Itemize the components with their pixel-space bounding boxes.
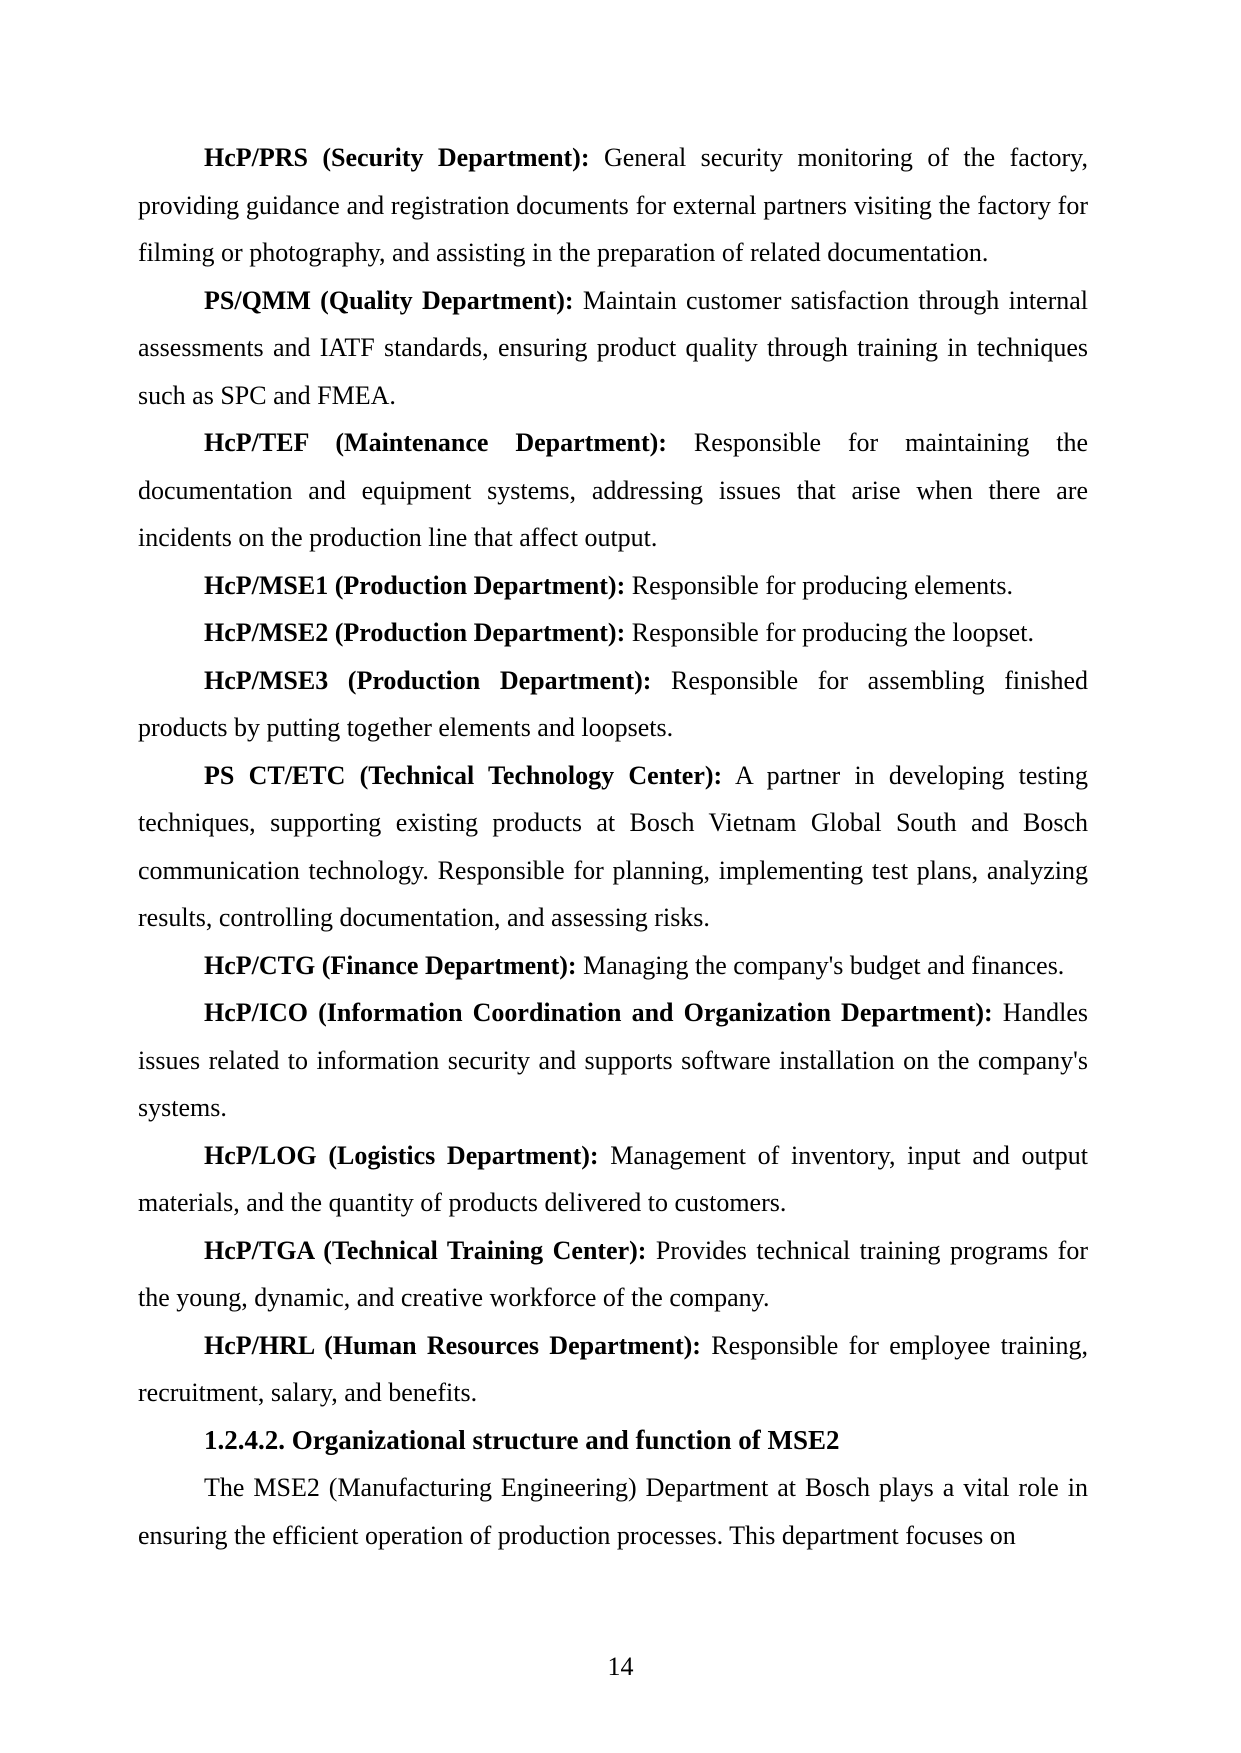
- paragraph-dept-etc: [138, 752, 1088, 942]
- paragraph-mse2-intro: The MSE2 (Manufacturing Engineering) Department at Bosch plays a vital role in ensuring the efficient operation of production processes. This department focuses on: [138, 1473, 1088, 1550]
- department-label: HcP/TGA (Technical Training Center):: [204, 1235, 647, 1265]
- paragraph-text: Provides technical training programs for the young, dynamic, and creative workforce of the company.: [138, 1235, 1088, 1312]
- paragraph-text: Responsible for assembling finished products by putting together elements and loopsets.: [138, 665, 1089, 742]
- paragraph-dept-log: [138, 1132, 1088, 1227]
- department-label: HcP/LOG (Logistics Department):: [204, 1140, 599, 1170]
- department-label: HcP/CTG (Finance Department):: [204, 950, 577, 980]
- department-label: HcP/MSE2 (Production Department):: [204, 618, 626, 647]
- paragraph-text: Management of inventory, input and output materials, and the quantity of products delivered to customers.: [138, 1140, 1089, 1217]
- department-label: HcP/HRL (Human Resources Department):: [204, 1330, 701, 1360]
- paragraph-text: A partner in developing testing techniques, supporting existing products at Bosch Vietnam Global South and Bosch communication technology. Responsible for planning, implementing test plans, analyzing results, controlling documentation, and assessing risks.: [138, 760, 1088, 932]
- paragraph-dept-ctg: [138, 942, 1088, 990]
- paragraph-text: Responsible for producing elements.: [631, 570, 1013, 600]
- paragraph-dept-tga: [138, 1227, 1088, 1322]
- paragraph-dept-mse1: [138, 562, 1088, 610]
- paragraph-dept-tef: [138, 419, 1088, 562]
- paragraph-dept-ico: [138, 989, 1088, 1132]
- paragraph-text: Responsible for producing the loopset.: [631, 618, 1034, 647]
- department-label: PS/QMM (Quality Department):: [204, 285, 574, 315]
- paragraph-text: Responsible for employee training, recruitment, salary, and benefits.: [138, 1330, 1089, 1407]
- paragraph-text: General security monitoring of the factory, providing guidance and registration documents for external partners visiting the factory for filming or photography, and assisting in the preparation of related documentation.: [138, 143, 1088, 267]
- department-label: HcP/PRS (Security Department):: [204, 143, 590, 172]
- paragraph-text: Handles issues related to information security and supports software installation on the company's systems.: [138, 998, 1088, 1122]
- department-label: HcP/TEF (Maintenance Department):: [204, 428, 667, 457]
- paragraph-text: Maintain customer satisfaction through internal assessments and IATF standards, ensuring product quality through training in techniques such as SPC and FMEA.: [138, 285, 1088, 410]
- document-content: [138, 134, 1088, 1559]
- section-heading: 1.2.4.2. Organizational structure and function of MSE2: [204, 1424, 840, 1455]
- paragraph-dept-mse2: [138, 609, 1088, 657]
- paragraph-text: Managing the company's budget and finances.: [583, 950, 1065, 980]
- department-label: HcP/ICO (Information Coordination and Organization Department):: [204, 998, 993, 1027]
- paragraph-dept-qmm: [138, 277, 1088, 420]
- page-number: 14: [607, 1652, 634, 1681]
- paragraph-dept-mse3: [138, 657, 1088, 752]
- paragraph-text: Responsible for maintaining the documentation and equipment systems, addressing issues that arise when there are incidents on the production line that affect output.: [138, 428, 1088, 552]
- paragraph-dept-hrl: [138, 1322, 1088, 1417]
- department-label: PS CT/ETC (Technical Technology Center):: [204, 760, 723, 790]
- department-label: HcP/MSE1 (Production Department):: [204, 570, 626, 600]
- paragraph-dept-prs: [138, 134, 1088, 277]
- department-label: HcP/MSE3 (Production Department):: [204, 665, 652, 695]
